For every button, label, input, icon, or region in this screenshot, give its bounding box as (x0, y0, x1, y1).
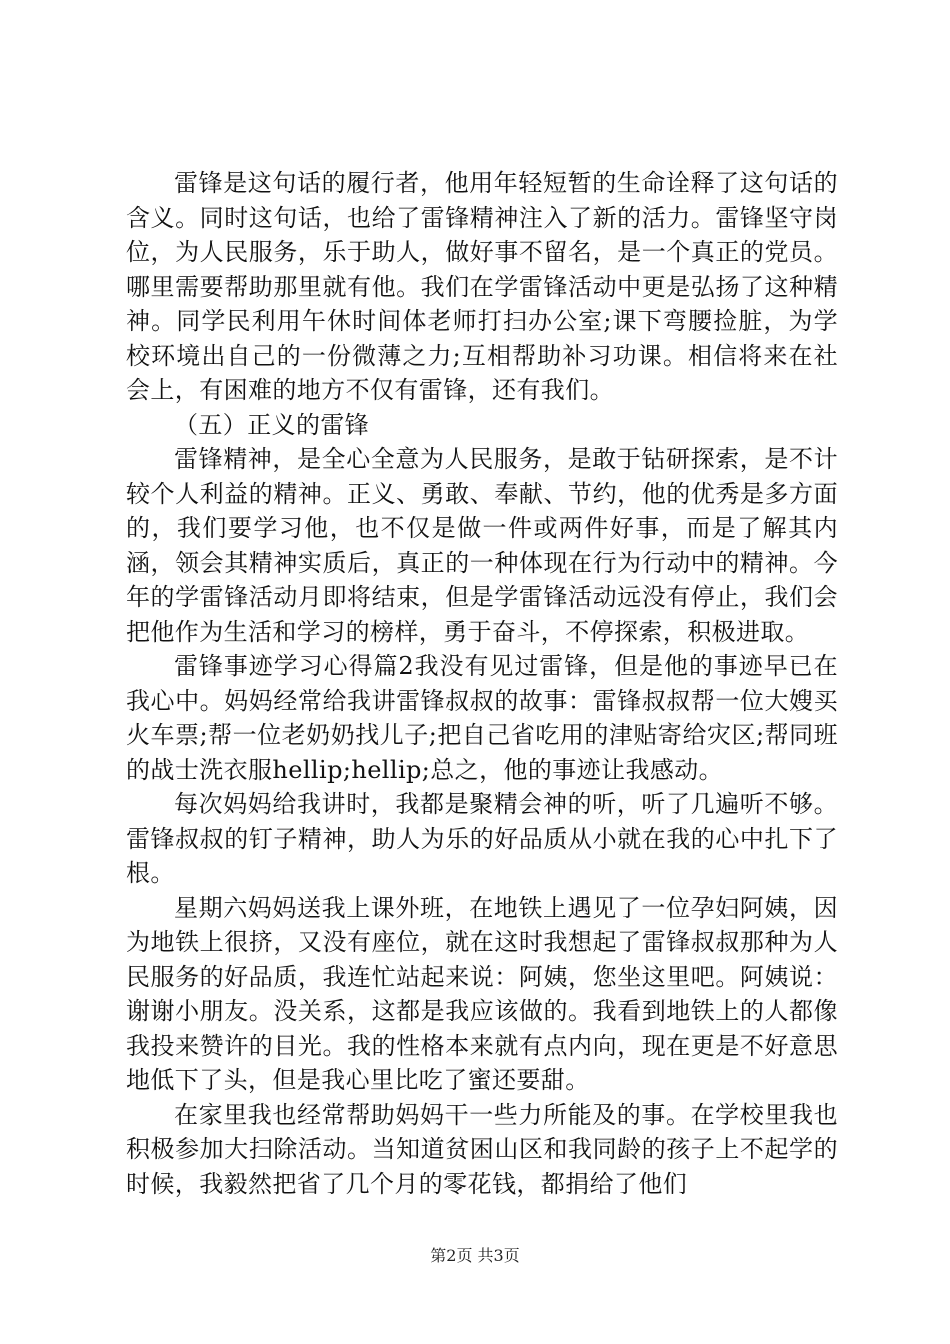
paragraph: 星期六妈妈送我上课外班，在地铁上遇见了一位孕妇阿姨，因为地铁上很挤，又没有座位，就在这时我想起了雷锋叔叔那种为人民服务的好品质，我连忙站起来说：阿姨，您坐这里吧。阿姨说：谢谢小朋友。没关系，这都是我应该做的。我看到地铁上的人都像我投来赞许的目光。我的性格本来就有点内向，现在更是不好意思地低下了头，但是我心里比吃了蜜还要甜。 (126, 893, 838, 1094)
paragraph: 雷锋是这句话的履行者，他用年轻短暂的生命诠释了这句话的含义。同时这句话，也给了雷锋精神注入了新的活力。雷锋坚守岗位，为人民服务，乐于助人，做好事不留名，是一个真正的党员。哪里需要帮助那里就有他。我们在学雷锋活动中更是弘扬了这种精神。同学民利用午休时间体老师打扫办公室;课下弯腰捡脏，为学校环境出自己的一份微薄之力;互相帮助补习功课。相信将来在社会上，有困难的地方不仅有雷锋，还有我们。 (126, 169, 838, 404)
section-heading: （五）正义的雷锋 (174, 410, 370, 439)
document-body (126, 166, 838, 1201)
paragraph: 在家里我也经常帮助妈妈干一些力所能及的事。在学校里我也积极参加大扫除活动。当知道贫困山区和我同龄的孩子上不起学的时候，我毅然把省了几个月的零花钱，都捐给了他们 (126, 1100, 838, 1198)
paragraph: 每次妈妈给我讲时，我都是聚精会神的听，听了几遍听不够。雷锋叔叔的钉子精神，助人为乐的好品质从小就在我的心中扎下了根。 (126, 790, 838, 887)
page-footer: 第2页 共3页 (430, 1246, 520, 1265)
paragraph: 雷锋精神，是全心全意为人民服务，是敢于钻研探索，是不计较个人利益的精神。正义、勇敢、奉献、节约，他的优秀是多方面的，我们要学习他，也不仅是做一件或两件好事，而是了解其内涵，领会其精神实质后，真正的一种体现在行为行动中的精神。今年的学雷锋活动月即将结束，但是学雷锋活动远没有停止，我们会把他作为生活和学习的榜样，勇于奋斗，不停探索，积极进取。 (126, 445, 838, 646)
paragraph: 雷锋事迹学习心得篇2我没有见过雷锋，但是他的事迹早已在我心中。妈妈经常给我讲雷锋叔叔的故事：雷锋叔叔帮一位大嫂买火车票;帮一位老奶奶找儿子;把自己省吃用的津贴寄给灾区;帮同班的战士洗衣服hellip;hellip;总之，他的事迹让我感动。 (126, 652, 838, 784)
